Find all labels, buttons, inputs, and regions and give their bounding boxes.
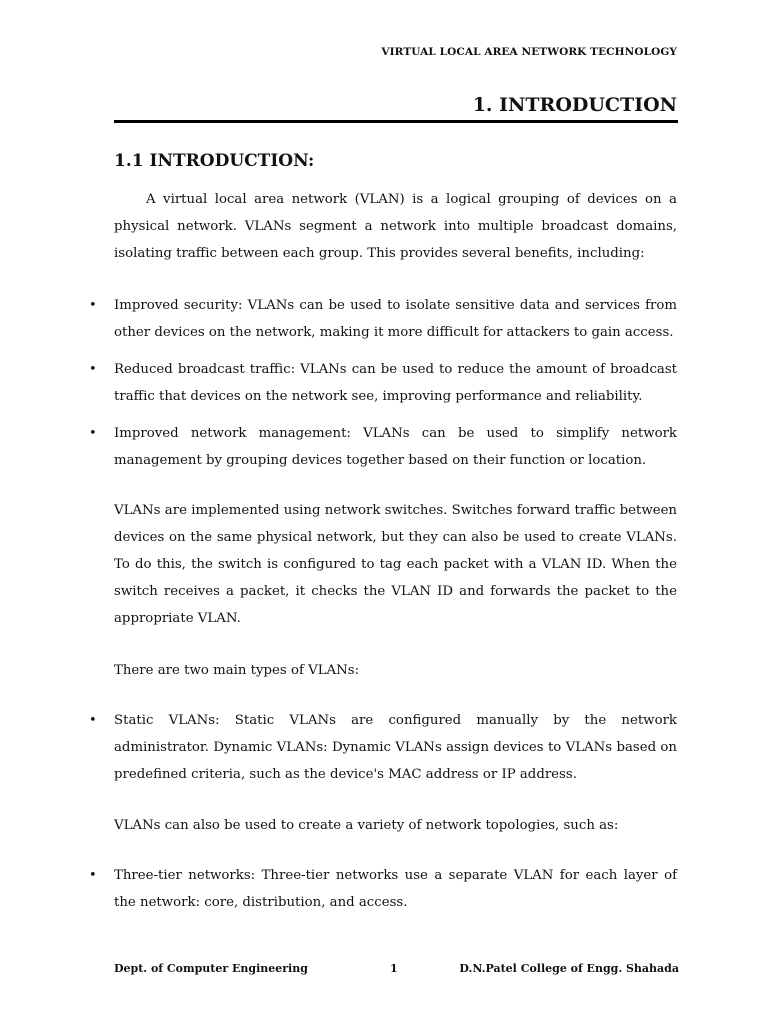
list-item-text: Improved network management: VLANs can be used to simplify network management by grouping devices together based on their function or location. [114,426,677,468]
bullet-icon: • [89,298,97,313]
footer-page-number: 1 [390,962,398,975]
running-header: VIRTUAL LOCAL AREA NETWORK TECHNOLOGY [381,46,677,58]
list-item [89,862,677,916]
list-item [89,292,677,346]
list-item-text: Static VLANs: Static VLANs are configured manually by the network administrator. Dynamic VLANs: Dynamic VLANs assign devices to VLANs based on predefined criteria, such as the device's MAC address or IP address. [114,713,677,782]
list-item-text: Reduced broadcast traffic: VLANs can be used to reduce the amount of broadcast traffic that devices on the network see, improving performance and reliability. [114,362,677,404]
bullet-icon: • [89,713,97,728]
list-item-text: Three-tier networks: Three-tier networks use a separate VLAN for each layer of the network: core, distribution, and access. [114,868,677,910]
bullet-icon: • [89,868,97,883]
bullet-icon: • [89,426,97,441]
intro-paragraph: A virtual local area network (VLAN) is a logical grouping of devices on a physical network. VLANs segment a network into multiple broadcast domains, isolating traffic between each group. This provides several benefits, including: [114,192,677,261]
switch-paragraph: VLANs are implemented using network switches. Switches forward traffic between devices on the same physical network, but they can also be used to create VLANs. To do this, the switch is configured to tag each packet with a VLAN ID. When the switch receives a packet, it checks the VLAN ID and forwards the packet to the appropriate VLAN. [114,503,677,626]
types-intro: There are two main types of VLANs: [114,663,360,678]
section-heading: 1.1 INTRODUCTION: [114,151,315,171]
list-item [89,707,677,788]
bullet-icon: • [89,362,97,377]
topologies-intro: VLANs can also be used to create a variety of network topologies, such as: [114,818,619,833]
list-item [89,356,677,410]
title-rule [114,120,678,123]
list-item [89,420,677,474]
list-item-text: Improved security: VLANs can be used to isolate sensitive data and services from other devices on the network, making it more difficult for attackers to gain access. [114,298,677,340]
footer-college: D.N.Patel College of Engg. Shahada [459,962,679,975]
footer-department: Dept. of Computer Engineering [114,962,308,975]
chapter-title: 1. INTRODUCTION [472,94,677,116]
